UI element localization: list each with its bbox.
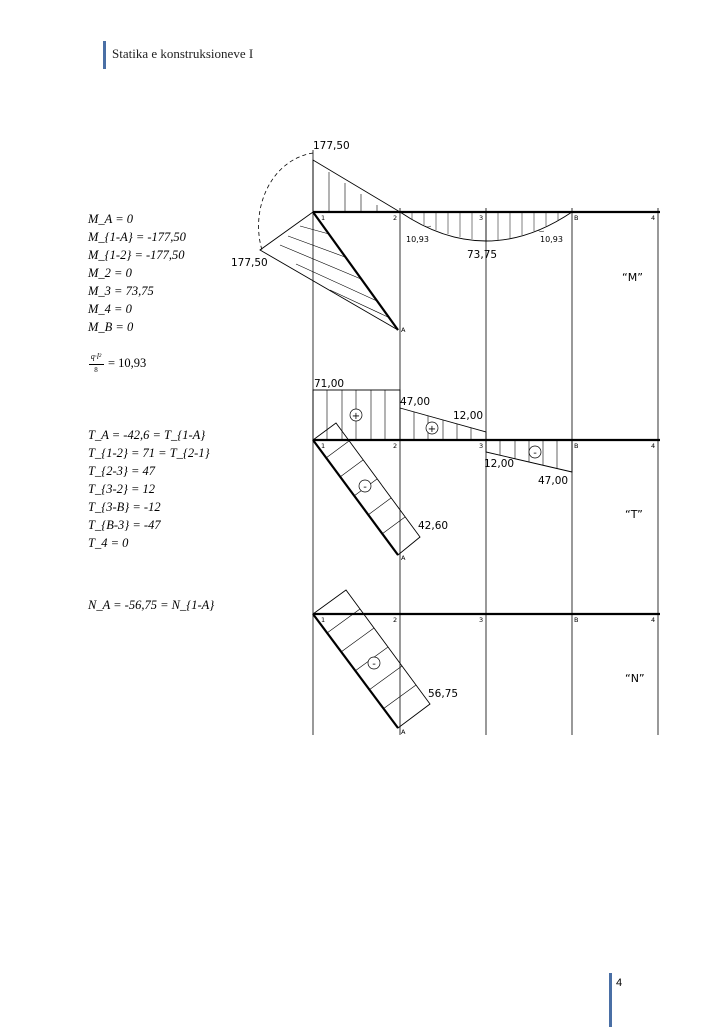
normal-diagram — [313, 590, 660, 736]
page-header-title: Statika e konstruksioneve I — [112, 46, 254, 61]
equation-m-a: M_A = 0 — [88, 212, 134, 226]
normal-value-56: 56,75 — [428, 688, 459, 700]
shear-value-42: 42,60 — [418, 520, 449, 532]
equation-m-2: M_2 = 0 — [88, 266, 132, 280]
shear-node-3: 3 — [479, 442, 484, 450]
equation-m-b: M_B = 0 — [88, 320, 134, 334]
moment-node-2: 2 — [393, 214, 398, 222]
equation-t-32: T_{3-2} = 12 — [88, 482, 156, 496]
equation-t-4: T_4 = 0 — [88, 536, 129, 550]
shear-diagram — [313, 378, 660, 562]
equation-t-12: T_{1-2} = 71 = T_{2-1} — [88, 446, 210, 460]
equation-m-4: M_4 = 0 — [88, 302, 132, 316]
shear-sign-plus-1: + — [351, 411, 361, 422]
vertical-guide-lines — [313, 150, 658, 735]
shear-node-1: 1 — [321, 442, 326, 450]
moment-q-label-right: 10,93 — [540, 235, 563, 244]
normal-node-b: B — [574, 616, 579, 624]
moment-node-1: 1 — [321, 214, 326, 222]
moment-value-mid: 73,75 — [467, 249, 498, 261]
shear-diagram-label: “T” — [625, 508, 643, 521]
equation-t-23: T_{2-3} = 47 — [88, 464, 156, 478]
moment-node-3: 3 — [479, 214, 484, 222]
shear-value-12-bottom: 12,00 — [484, 458, 515, 470]
shear-sign-minus-2: - — [363, 482, 367, 493]
normal-node-a: A — [401, 728, 406, 736]
page-number: 4 — [616, 977, 623, 989]
fraction-denominator: 8 — [94, 366, 98, 374]
fraction-numerator: q·l² — [90, 352, 102, 361]
moment-q-label-left: 10,93 — [406, 235, 429, 244]
footer-accent-bar — [609, 973, 612, 1027]
shear-value-47: 47,00 — [400, 396, 431, 408]
fraction-value: = 10,93 — [108, 356, 147, 370]
shear-node-b: B — [574, 442, 579, 450]
equation-t-a: T_A = -42,6 = T_{1-A} — [88, 428, 206, 442]
moment-value-top: 177,50 — [313, 140, 350, 152]
moment-diagram — [231, 140, 660, 334]
equation-m-3: M_3 = 73,75 — [88, 284, 154, 298]
moment-node-a: A — [401, 326, 406, 334]
normal-node-1: 1 — [321, 616, 326, 624]
moment-value-left: 177,50 — [231, 257, 268, 269]
moment-node-4: 4 — [651, 214, 656, 222]
moment-diagram-label: “M” — [622, 271, 643, 284]
normal-node-4: 4 — [651, 616, 656, 624]
normal-diagram-label: “N” — [625, 672, 645, 685]
equation-m-1a: M_{1-A} = -177,50 — [88, 230, 186, 244]
equation-t-3b: T_{3-B} = -12 — [88, 500, 161, 514]
moment-node-b: B — [574, 214, 579, 222]
shear-node-4: 4 — [651, 442, 656, 450]
normal-node-3: 3 — [479, 616, 484, 624]
equation-t-b3: T_{B-3} = -47 — [88, 518, 161, 532]
shear-sign-plus-2: + — [427, 424, 437, 435]
normal-sign-minus: - — [372, 659, 376, 670]
equation-m-12: M_{1-2} = -177,50 — [88, 248, 185, 262]
shear-sign-minus-1: - — [533, 448, 537, 459]
shear-node-a: A — [401, 554, 406, 562]
shear-value-71: 71,00 — [314, 378, 345, 390]
shear-value-47-bottom: 47,00 — [538, 475, 569, 487]
shear-node-2: 2 — [393, 442, 398, 450]
normal-node-2: 2 — [393, 616, 398, 624]
equation-n-a: N_A = -56,75 = N_{1-A} — [88, 598, 215, 612]
shear-value-12-top: 12,00 — [453, 410, 484, 422]
